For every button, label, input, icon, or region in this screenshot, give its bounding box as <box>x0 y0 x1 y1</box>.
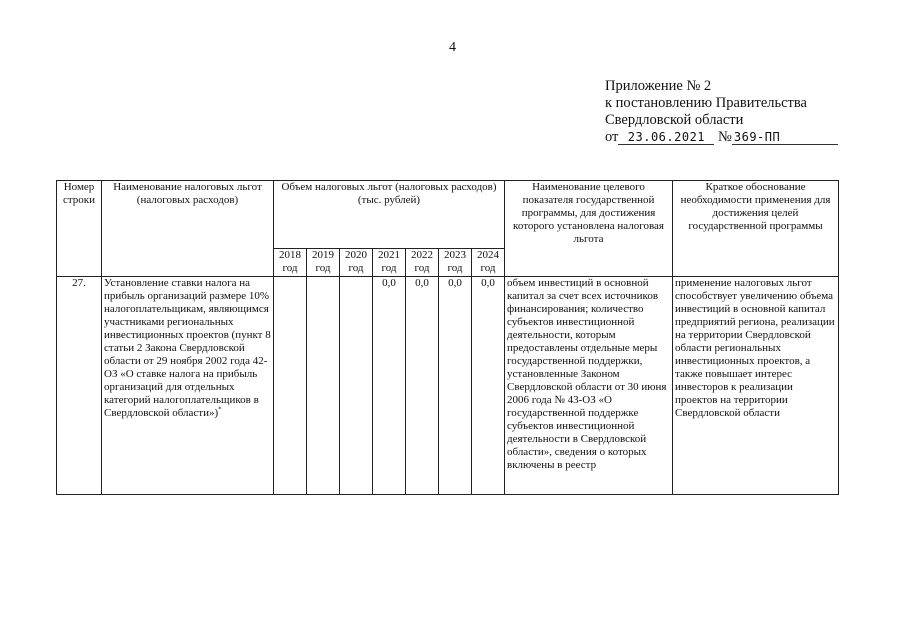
appendix-title: Приложение № 2 <box>605 78 712 94</box>
resolution-date: 23.06.2021 <box>618 130 714 145</box>
benefit-name: Установление ставки налога на прибыль организаций размере 10% налогоплательщикам, являющимся участниками региональных инвестиционных проектов (пункт 8 статьи 2 Закона Свердловской области от 29 ноября 2002 года 42-ОЗ «О ставке налога на прибыль организаций для отдельных категорий налогоплательщиков в Свердловской области») <box>104 277 271 419</box>
value-2023: 0,0 <box>439 277 472 495</box>
year-header-2024: 2024 год <box>472 249 505 277</box>
value-2019 <box>307 277 340 495</box>
footnote-mark: * <box>218 405 222 414</box>
appendix-date-line <box>605 129 838 146</box>
value-2022: 0,0 <box>406 277 439 495</box>
header-justification: Краткое обоснование необходимости применения для достижения целей государственной программы <box>673 181 839 277</box>
resolution-number: 369-ПП <box>732 130 838 145</box>
table-row <box>57 277 839 495</box>
value-2020 <box>340 277 373 495</box>
justification-cell: применение налоговых льгот способствует увеличению объема инвестиций в основной капитал предприятий региона, реализации на территории Свердловской области региональных инвестиционных проектов, а также повышает интерес инвесторов к реализации проектов на территории Свердловской области <box>673 277 839 495</box>
year-header-2018: 2018 год <box>274 249 307 277</box>
header-benefit-name: Наименование налоговых льгот (налоговых расходов) <box>102 181 274 277</box>
header-row-number: Номер строки <box>57 181 102 277</box>
year-header-2022: 2022 год <box>406 249 439 277</box>
benefit-name-cell <box>102 277 274 495</box>
value-2018 <box>274 277 307 495</box>
tax-benefits-table <box>56 180 839 495</box>
value-2024: 0,0 <box>472 277 505 495</box>
indicator-cell: объем инвестиций в основной капитал за счет всех источников финансирования; количество субъектов инвестиционной деятельности, которым предоставлены отдельные меры государственной поддержки, установленные Законом Свердловской области от 30 июня 2006 года № 43-ОЗ «О государственной поддержке субъектов инвестиционной деятельности в Свердловской области», сведения о которых включены в реестр <box>505 277 673 495</box>
header-volume: Объем налоговых льгот (налоговых расходов) (тыс. рублей) <box>274 181 505 249</box>
value-2021: 0,0 <box>373 277 406 495</box>
year-header-2020: 2020 год <box>340 249 373 277</box>
year-header-2021: 2021 год <box>373 249 406 277</box>
header-indicator: Наименование целевого показателя государственной программы, для достижения которого установлена налоговая льгота <box>505 181 673 277</box>
row-number: 27. <box>57 277 102 495</box>
appendix-line-3: Свердловской области <box>605 112 744 128</box>
page-number: 4 <box>449 40 456 55</box>
appendix-header <box>605 78 838 146</box>
year-header-2019: 2019 год <box>307 249 340 277</box>
from-prefix: от <box>605 129 619 145</box>
appendix-line-2: к постановлению Правительства <box>605 95 807 111</box>
year-header-2023: 2023 год <box>439 249 472 277</box>
number-prefix: № <box>718 129 732 145</box>
